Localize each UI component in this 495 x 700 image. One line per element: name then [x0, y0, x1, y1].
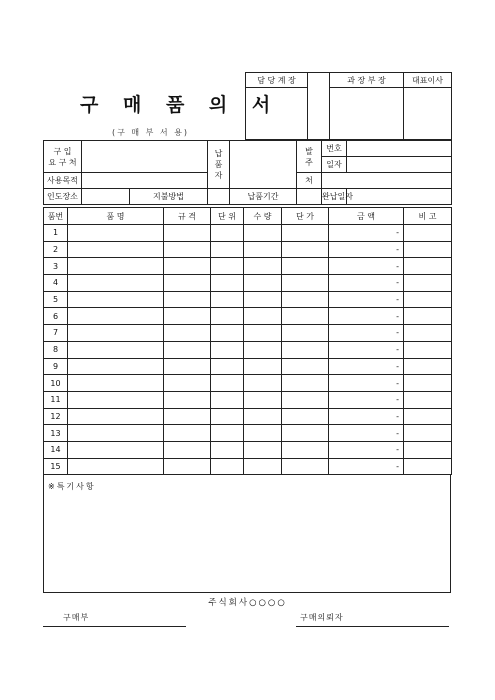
col-unit: 단 위 [211, 208, 244, 225]
item-remarks-cell[interactable] [404, 341, 452, 358]
item-unit-price-cell[interactable] [282, 291, 329, 308]
item-spec-cell[interactable] [164, 308, 211, 325]
table-row [44, 425, 452, 442]
item-amount-cell: - [329, 341, 404, 358]
purpose-label: 사용목적 [44, 173, 82, 189]
item-unit-price-cell[interactable] [282, 408, 329, 425]
item-name-cell[interactable] [68, 258, 164, 275]
item-unit-price-cell[interactable] [282, 458, 329, 475]
item-unit-cell[interactable] [211, 225, 244, 242]
company-name: 주식회사○○○○ [208, 598, 287, 608]
item-no-cell: 11 [44, 391, 68, 408]
item-unit-price-cell[interactable] [282, 258, 329, 275]
delivery-period-label: 납품기간 [230, 189, 297, 205]
payment-method-label: 지불방법 [130, 189, 208, 205]
completion-date-value[interactable] [347, 189, 452, 205]
table-row [44, 358, 452, 375]
item-spec-cell[interactable] [164, 391, 211, 408]
item-unit-cell[interactable] [211, 275, 244, 292]
table-row [44, 391, 452, 408]
item-name-cell[interactable] [68, 358, 164, 375]
item-remarks-cell[interactable] [404, 375, 452, 392]
item-name-cell[interactable] [68, 425, 164, 442]
order-number-value[interactable] [347, 141, 452, 157]
item-unit-cell[interactable] [211, 325, 244, 342]
item-unit-cell[interactable] [211, 441, 244, 458]
item-remarks-cell[interactable] [404, 408, 452, 425]
table-row [44, 258, 452, 275]
item-remarks-cell[interactable] [404, 391, 452, 408]
item-spec-cell[interactable] [164, 291, 211, 308]
table-row [44, 275, 452, 292]
item-spec-cell[interactable] [164, 425, 211, 442]
item-quantity-cell[interactable] [244, 375, 282, 392]
item-quantity-cell[interactable] [244, 308, 282, 325]
item-name-cell[interactable] [68, 391, 164, 408]
item-no-cell: 2 [44, 241, 68, 258]
requester-value[interactable] [82, 141, 208, 173]
item-spec-cell[interactable] [164, 358, 211, 375]
item-amount-cell: - [329, 441, 404, 458]
item-remarks-cell[interactable] [404, 308, 452, 325]
item-quantity-cell[interactable] [244, 358, 282, 375]
supplier-value[interactable] [230, 141, 297, 189]
table-row [44, 241, 452, 258]
table-row [44, 458, 452, 475]
item-remarks-cell[interactable] [404, 258, 452, 275]
order-date-value[interactable] [347, 157, 452, 173]
item-quantity-cell[interactable] [244, 425, 282, 442]
special-notes-box[interactable] [43, 474, 451, 593]
item-name-cell[interactable] [68, 291, 164, 308]
item-unit-price-cell[interactable] [282, 425, 329, 442]
item-unit-price-cell[interactable] [282, 375, 329, 392]
item-amount-cell: - [329, 241, 404, 258]
item-unit-price-cell[interactable] [282, 308, 329, 325]
item-spec-cell[interactable] [164, 241, 211, 258]
item-quantity-cell[interactable] [244, 291, 282, 308]
delivery-place-label: 인도장소 [44, 189, 82, 205]
item-amount-cell: - [329, 225, 404, 242]
order-date-label: 일자 [322, 157, 347, 173]
item-remarks-cell[interactable] [404, 425, 452, 442]
item-no-cell: 4 [44, 275, 68, 292]
table-row [44, 341, 452, 358]
col-item-name: 품 명 [68, 208, 164, 225]
item-remarks-cell[interactable] [404, 225, 452, 242]
item-remarks-cell[interactable] [404, 441, 452, 458]
item-unit-cell[interactable] [211, 308, 244, 325]
table-row [44, 308, 452, 325]
item-unit-cell[interactable] [211, 291, 244, 308]
item-unit-price-cell[interactable] [282, 341, 329, 358]
delivery-period-value[interactable] [297, 189, 322, 205]
col-unit-price: 단 가 [282, 208, 329, 225]
item-unit-cell[interactable] [211, 458, 244, 475]
item-no-cell: 5 [44, 291, 68, 308]
item-quantity-cell[interactable] [244, 275, 282, 292]
item-name-cell[interactable] [68, 441, 164, 458]
item-spec-cell[interactable] [164, 441, 211, 458]
item-no-cell: 15 [44, 458, 68, 475]
item-name-cell[interactable] [68, 308, 164, 325]
col-amount: 금 액 [329, 208, 404, 225]
items-table [43, 207, 452, 475]
col-spec: 규 격 [164, 208, 211, 225]
item-spec-cell[interactable] [164, 325, 211, 342]
item-unit-cell[interactable] [211, 375, 244, 392]
item-remarks-cell[interactable] [404, 291, 452, 308]
item-name-cell[interactable] [68, 341, 164, 358]
order-number-label: 번호 [322, 141, 347, 157]
completion-date-label: 완납일자 [322, 189, 347, 205]
item-name-cell[interactable] [68, 225, 164, 242]
item-no-cell: 6 [44, 308, 68, 325]
item-unit-cell[interactable] [211, 408, 244, 425]
item-spec-cell[interactable] [164, 225, 211, 242]
col-quantity: 수 량 [244, 208, 282, 225]
item-no-cell: 9 [44, 358, 68, 375]
item-name-cell[interactable] [68, 275, 164, 292]
item-unit-cell[interactable] [211, 241, 244, 258]
item-amount-cell: - [329, 375, 404, 392]
order-place-label: 처 [297, 173, 322, 189]
item-unit-cell[interactable] [211, 341, 244, 358]
item-quantity-cell[interactable] [244, 325, 282, 342]
item-unit-price-cell[interactable] [282, 391, 329, 408]
item-no-cell: 7 [44, 325, 68, 342]
purpose-value[interactable] [82, 173, 208, 189]
item-amount-cell: - [329, 458, 404, 475]
item-unit-cell[interactable] [211, 425, 244, 442]
supplier-label: 납 품 자 [208, 141, 230, 189]
item-amount-cell: - [329, 325, 404, 342]
approval-sign-ceo[interactable] [404, 88, 452, 140]
payment-method-value[interactable] [208, 189, 230, 205]
item-no-cell: 1 [44, 225, 68, 242]
order-label: 발 주 [297, 141, 322, 173]
item-quantity-cell[interactable] [244, 408, 282, 425]
item-spec-cell[interactable] [164, 341, 211, 358]
item-quantity-cell[interactable] [244, 225, 282, 242]
signature-requester-label: 구매의뢰자 [300, 613, 344, 622]
item-amount-cell: - [329, 275, 404, 292]
item-no-cell: 14 [44, 441, 68, 458]
requester-label: 구 입 요 구 처 [44, 141, 82, 173]
table-row [44, 375, 452, 392]
table-row [44, 225, 452, 242]
delivery-place-value[interactable] [82, 189, 130, 205]
item-remarks-cell[interactable] [404, 458, 452, 475]
item-quantity-cell[interactable] [244, 341, 282, 358]
item-quantity-cell[interactable] [244, 441, 282, 458]
table-row [44, 325, 452, 342]
item-unit-price-cell[interactable] [282, 241, 329, 258]
item-unit-cell[interactable] [211, 358, 244, 375]
special-notes-label: ※특기사항 [48, 482, 96, 491]
item-spec-cell[interactable] [164, 275, 211, 292]
item-no-cell: 13 [44, 425, 68, 442]
signature-purchasing-label: 구매부 [63, 613, 90, 622]
item-spec-cell[interactable] [164, 458, 211, 475]
table-row [44, 441, 452, 458]
approval-table [245, 72, 452, 140]
item-quantity-cell[interactable] [244, 391, 282, 408]
approval-sign-staff[interactable] [246, 88, 308, 140]
table-row [44, 408, 452, 425]
item-no-cell: 12 [44, 408, 68, 425]
signature-requester[interactable] [296, 612, 449, 627]
item-unit-price-cell[interactable] [282, 358, 329, 375]
item-amount-cell: - [329, 391, 404, 408]
item-quantity-cell[interactable] [244, 258, 282, 275]
approval-header-manager: 과 장 부 장 [330, 73, 404, 88]
item-remarks-cell[interactable] [404, 275, 452, 292]
item-name-cell[interactable] [68, 375, 164, 392]
item-unit-price-cell[interactable] [282, 325, 329, 342]
approval-header-staff: 담 당 계 장 [246, 73, 308, 88]
item-amount-cell: - [329, 358, 404, 375]
item-amount-cell: - [329, 258, 404, 275]
item-amount-cell: - [329, 408, 404, 425]
item-unit-price-cell[interactable] [282, 441, 329, 458]
item-unit-cell[interactable] [211, 258, 244, 275]
order-place-value[interactable] [322, 173, 452, 189]
item-no-cell: 3 [44, 258, 68, 275]
item-name-cell[interactable] [68, 241, 164, 258]
item-amount-cell: - [329, 291, 404, 308]
item-unit-price-cell[interactable] [282, 225, 329, 242]
item-remarks-cell[interactable] [404, 358, 452, 375]
col-item-no: 품번 [44, 208, 68, 225]
item-no-cell: 8 [44, 341, 68, 358]
item-remarks-cell[interactable] [404, 241, 452, 258]
item-amount-cell: - [329, 308, 404, 325]
item-unit-price-cell[interactable] [282, 275, 329, 292]
item-unit-cell[interactable] [211, 391, 244, 408]
item-name-cell[interactable] [68, 458, 164, 475]
item-spec-cell[interactable] [164, 408, 211, 425]
info-table [43, 140, 452, 205]
approval-gap [308, 73, 330, 140]
item-name-cell[interactable] [68, 408, 164, 425]
document-subtitle: (구 매 부 서 용) [112, 128, 190, 137]
col-remarks: 비 고 [404, 208, 452, 225]
item-name-cell[interactable] [68, 325, 164, 342]
table-row [44, 291, 452, 308]
item-spec-cell[interactable] [164, 375, 211, 392]
item-quantity-cell[interactable] [244, 458, 282, 475]
item-remarks-cell[interactable] [404, 325, 452, 342]
item-spec-cell[interactable] [164, 258, 211, 275]
item-amount-cell: - [329, 425, 404, 442]
item-quantity-cell[interactable] [244, 241, 282, 258]
approval-sign-manager[interactable] [330, 88, 404, 140]
signature-purchasing-dept[interactable] [43, 612, 186, 627]
approval-header-ceo: 대표이사 [404, 73, 452, 88]
item-no-cell: 10 [44, 375, 68, 392]
document-title: 구 매 품 의 서 [80, 94, 280, 116]
